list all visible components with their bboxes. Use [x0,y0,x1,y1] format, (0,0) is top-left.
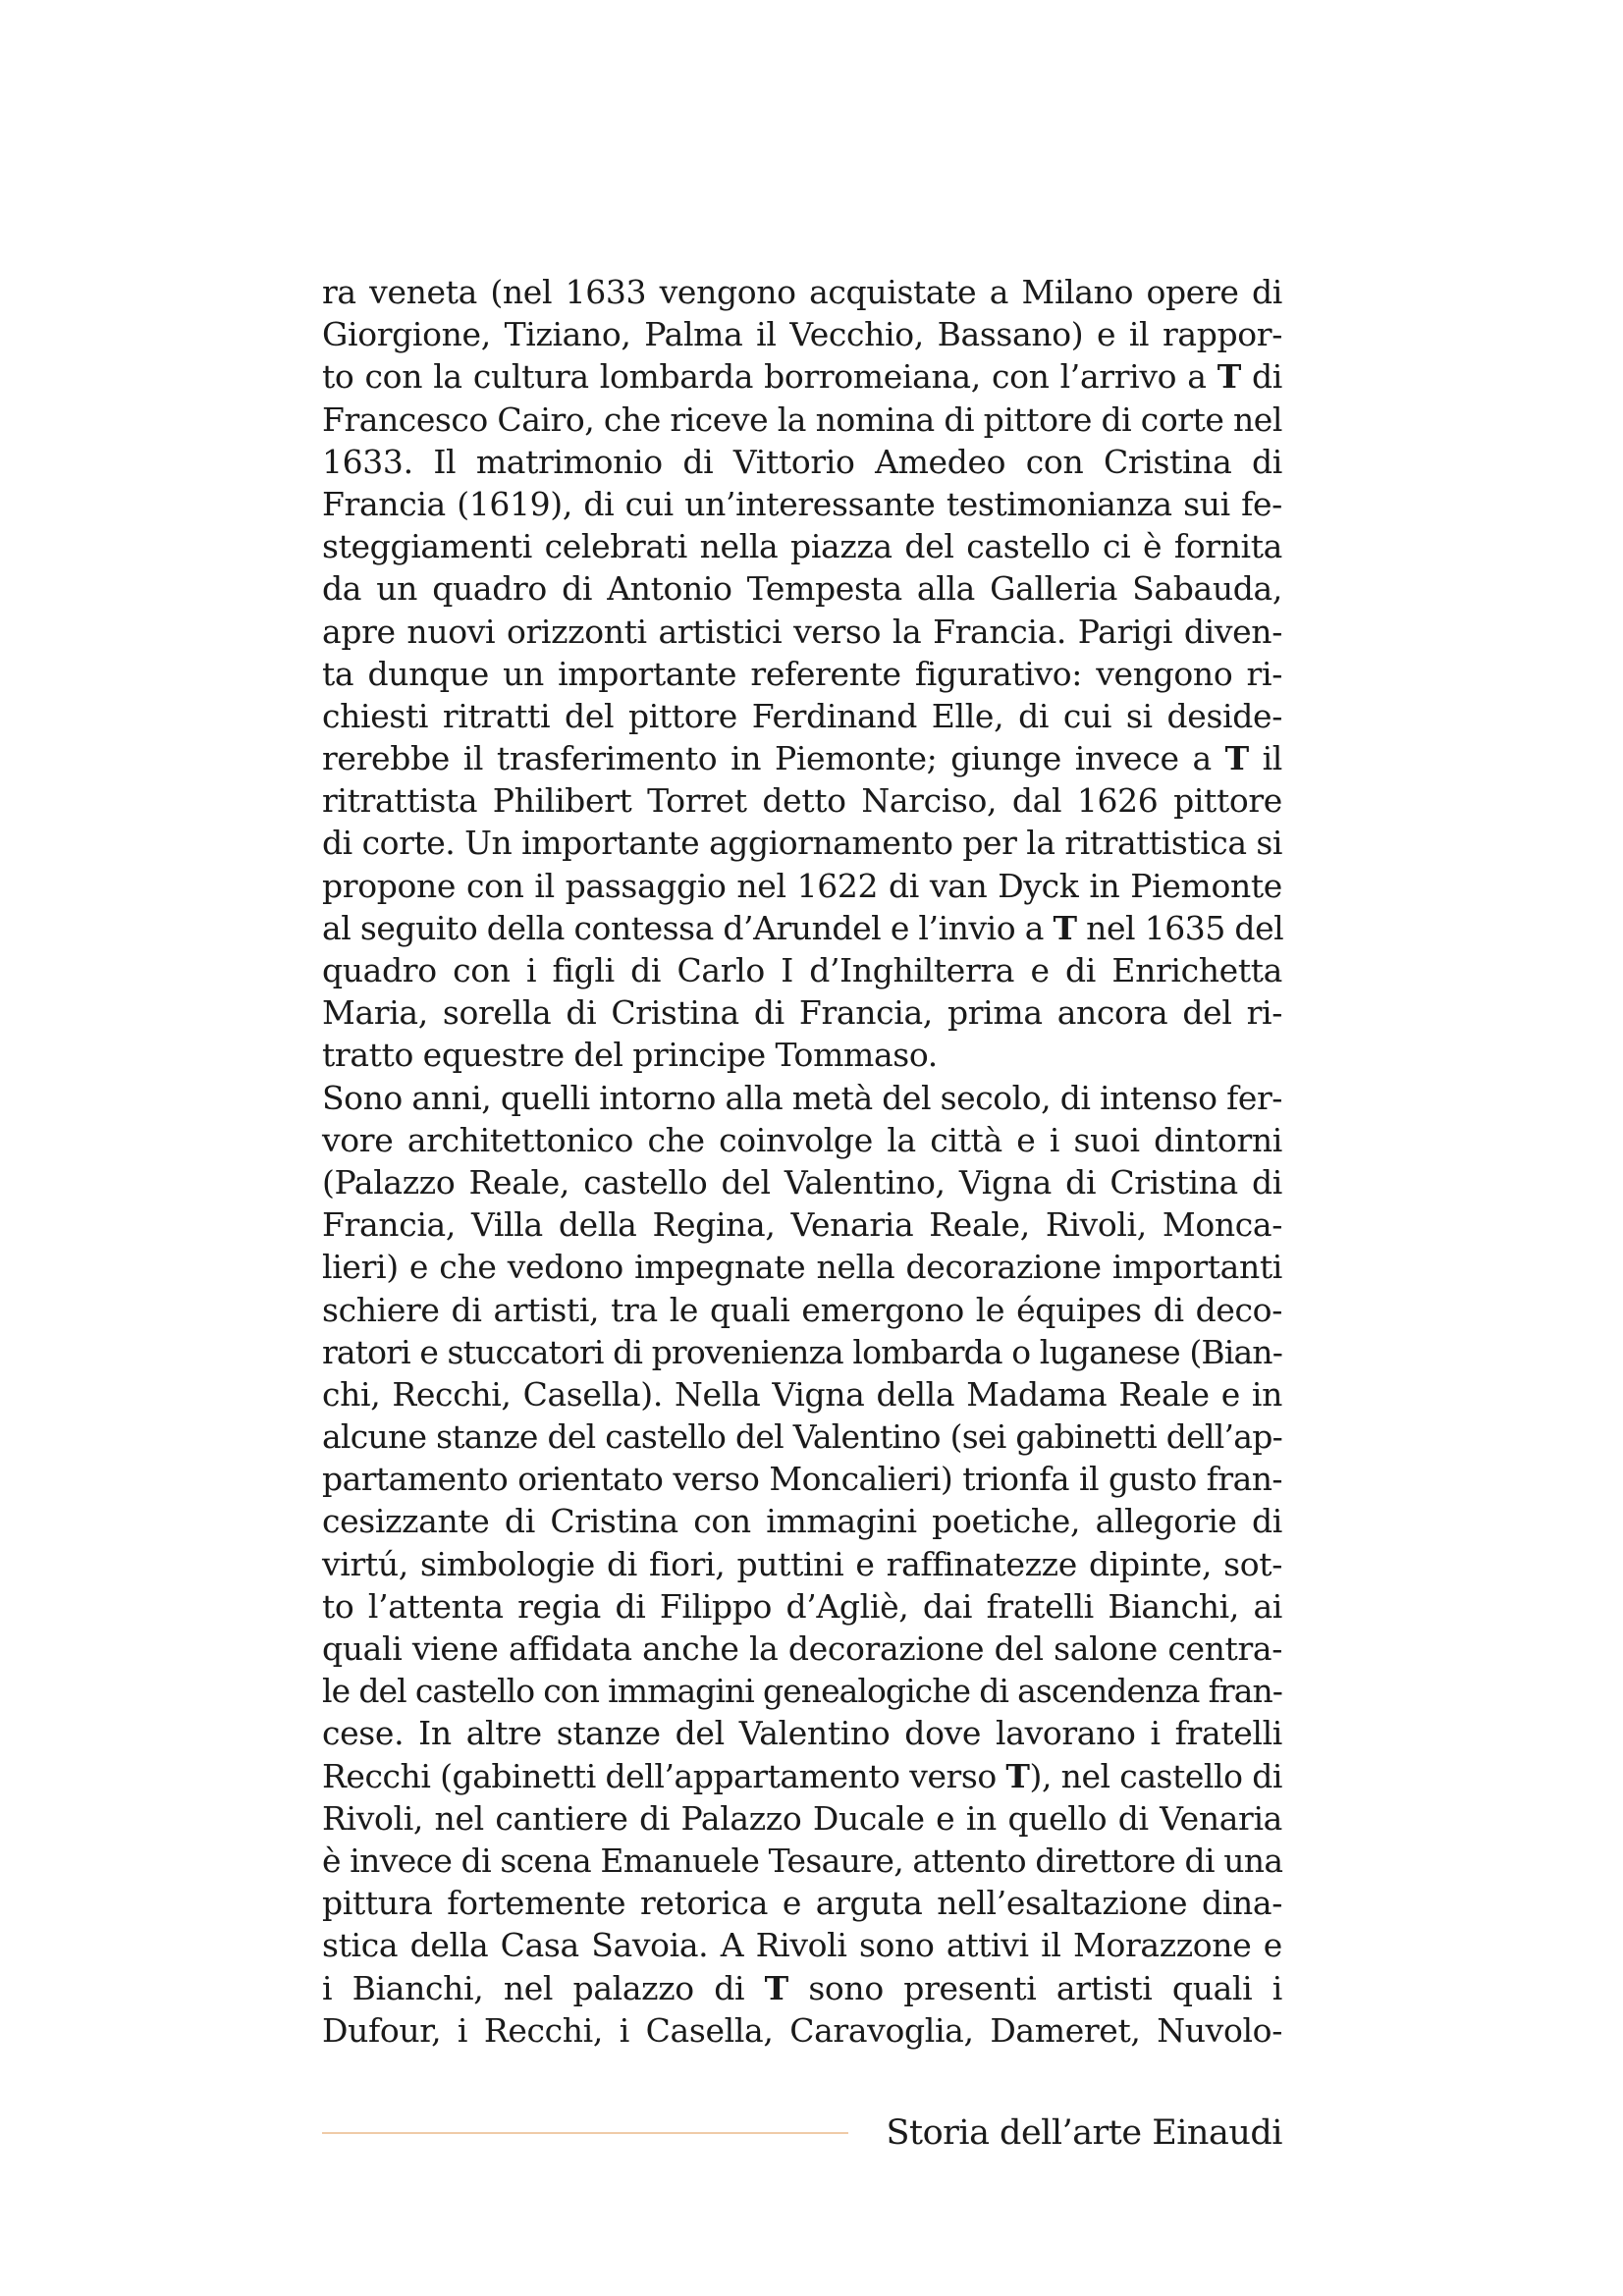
text-line [322,1203,1282,1246]
text-segment: il [1248,739,1282,778]
city-abbreviation: T [1053,908,1077,947]
footer-title: Storia dell’arte Einaudi [886,2113,1282,2153]
text-line [322,1458,1282,1500]
text-segment: Sono anni, quelli intorno alla metà del secolo, di intenso fer- [322,1078,1282,1117]
text-line [322,1415,1282,1458]
text-segment: virtú, simbologie di fiori, puttini e raffinatezze dipinte, sot- [322,1544,1282,1583]
text-segment: di [1240,357,1282,397]
text-line [322,737,1282,779]
text-line [322,1840,1282,1882]
text-segment: lieri) e che vedono impegnate nella decorazione importanti [322,1248,1282,1287]
text-line [322,2009,1282,2052]
text-segment: pittura fortemente retorica e arguta nell’esaltazione dina- [322,1884,1282,1923]
text-segment: quali viene affidata anche la decorazione del salone centra- [322,1629,1282,1668]
text-line [322,653,1282,695]
text-line [322,313,1282,355]
text-segment: ritrattista Philibert Torret detto Narciso, dal 1626 pittore [322,781,1282,821]
text-segment: schiere di artisti, tra le quali emergono le équipes di deco- [322,1290,1282,1329]
text-segment: ), nel castello di [1029,1756,1282,1795]
text-segment: rerebbe il trasferimento in Piemonte; giunge invece a [322,739,1225,778]
text-segment: le del castello con immagini genealogiche di ascendenza fran- [322,1672,1282,1711]
text-line [322,1289,1282,1331]
text-line [322,483,1282,525]
text-segment: cese. In altre stanze del Valentino dove lavorano i fratelli [322,1714,1282,1753]
text-segment: cesizzante di Cristina con immagini poetiche, allegorie di [322,1502,1282,1541]
text-segment: to l’attenta regia di Filippo d’Agliè, dai fratelli Bianchi, ai [322,1586,1282,1626]
text-line [322,1331,1282,1373]
text-segment: tratto equestre del principe Tommaso. [322,1036,938,1075]
text-segment: stica della Casa Savoia. A Rivoli sono attivi il Morazzone e [322,1926,1282,1965]
text-segment: nel 1635 del [1076,908,1284,947]
text-segment: sono presenti artisti quali i [787,1968,1282,2007]
text-segment: al seguito della contessa d’Arundel e l’invio a [322,908,1054,947]
city-abbreviation: T [1005,1756,1030,1795]
text-line [322,1119,1282,1161]
text-line [322,1500,1282,1542]
text-segment: ta dunque un importante referente figurativo: vengono ri- [322,654,1282,693]
text-line [322,1628,1282,1670]
text-line [322,1924,1282,1966]
text-line [322,1670,1282,1712]
text-line [322,525,1282,567]
text-segment: (Palazzo Reale, castello del Valentino, Vigna di Cristina di [322,1162,1282,1201]
text-segment: Recchi (gabinetti dell’appartamento verso [322,1756,1006,1795]
text-line [322,611,1282,653]
text-line [322,355,1282,398]
text-line [322,865,1282,907]
text-segment: da un quadro di Antonio Tempesta alla Galleria Sabauda, [322,569,1282,609]
text-segment: 1633. Il matrimonio di Vittorio Amedeo con Cristina di [322,442,1282,481]
text-line [322,1543,1282,1585]
text-line [322,695,1282,737]
text-line [322,779,1282,822]
text-segment: partamento orientato verso Moncalieri) trionfa il gusto fran- [322,1460,1282,1499]
text-line [322,907,1282,949]
text-line [322,1797,1282,1840]
text-line [322,399,1282,441]
text-segment: apre nuovi orizzonti artistici verso la Francia. Parigi diven- [322,612,1282,651]
city-abbreviation: T [764,1968,788,2007]
text-line [322,1077,1282,1119]
text-line [322,822,1282,864]
text-segment: Francia, Villa della Regina, Venaria Reale, Rivoli, Monca- [322,1205,1282,1245]
text-segment: Maria, sorella di Cristina di Francia, prima ancora del ri- [322,993,1282,1033]
footer [322,2109,1282,2158]
text-line [322,1373,1282,1415]
text-line [322,1161,1282,1203]
text-segment: quadro con i figli di Carlo I d’Inghilterra e di Enrichetta [322,951,1282,989]
text-line [322,1246,1282,1288]
text-line [322,271,1282,313]
text-segment: Giorgione, Tiziano, Palma il Vecchio, Bassano) e il rappor- [322,315,1282,354]
text-line [322,567,1282,610]
text-segment: chi, Recchi, Casella). Nella Vigna della Madama Reale e in [322,1374,1282,1414]
text-line [322,949,1282,991]
text-segment: ra veneta (nel 1633 vengono acquistate a Milano opere di [322,273,1282,311]
text-segment: vore architettonico che coinvolge la città e i suoi dintorni [322,1120,1282,1159]
text-line [322,1882,1282,1924]
text-line [322,1755,1282,1797]
footer-rule [322,2132,848,2134]
text-segment: i Bianchi, nel palazzo di [322,1968,765,2007]
text-segment: Rivoli, nel cantiere di Palazzo Ducale e in quello di Venaria [322,1798,1282,1838]
text-segment: Francia (1619), di cui un’interessante testimonianza sui fe- [322,484,1282,523]
text-line [322,1712,1282,1754]
text-segment: steggiamenti celebrati nella piazza del castello ci è fornita [322,527,1282,566]
city-abbreviation: T [1217,357,1241,397]
text-segment: chiesti ritratti del pittore Ferdinand Elle, di cui si deside- [322,696,1282,735]
text-segment: Francesco Cairo, che riceve la nomina di pittore di corte nel [322,400,1282,439]
text-line [322,991,1282,1034]
text-segment: Dufour, i Recchi, i Casella, Caravoglia, Dameret, Nuvolo- [322,2010,1282,2050]
body-text [322,271,1282,2052]
text-segment: di corte. Un importante aggiornamento per la ritrattistica si [322,824,1282,863]
text-segment: è invece di scena Emanuele Tesaure, attento direttore di una [322,1841,1283,1880]
text-line [322,1585,1282,1628]
text-line [322,1034,1282,1076]
text-line [322,1967,1282,2009]
text-segment: propone con il passaggio nel 1622 di van Dyck in Piemonte [322,866,1282,905]
text-segment: ratori e stuccatori di provenienza lombarda o luganese (Bian- [322,1332,1282,1371]
text-segment: alcune stanze del castello del Valentino (sei gabinetti dell’ap- [322,1417,1282,1457]
text-line [322,441,1282,483]
text-segment: to con la cultura lombarda borromeiana, con l’arrivo a [322,357,1217,397]
city-abbreviation: T [1224,739,1249,778]
